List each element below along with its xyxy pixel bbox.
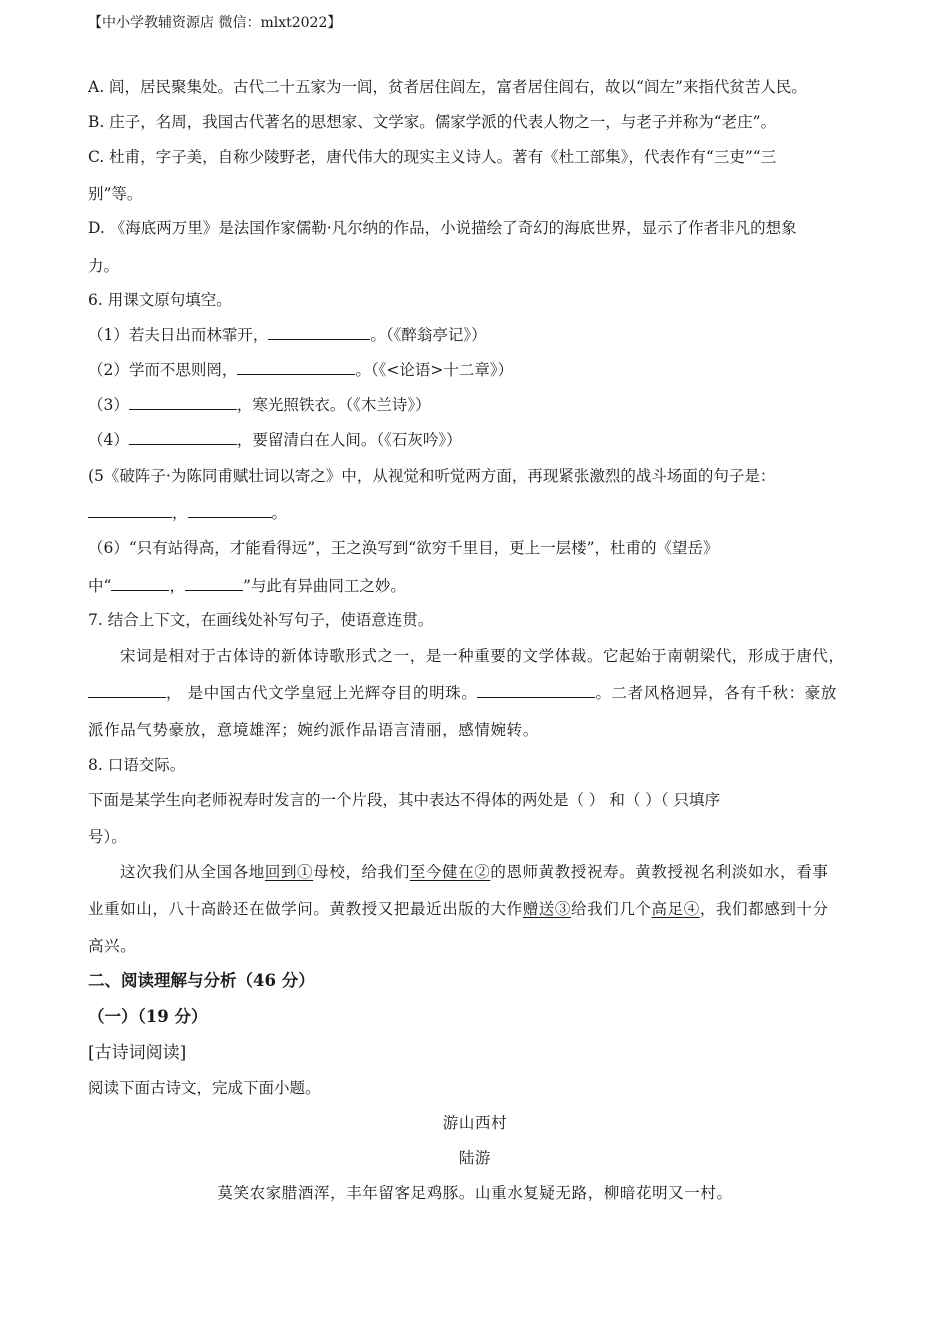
- q8-prompt-line1: 下面是某学生向老师祝寿时发言的一个片段，其中表达不得体的两处是（ ） 和（ ）（ 只填序: [88, 791, 720, 809]
- answer-blank[interactable]: [111, 576, 169, 591]
- answer-blank[interactable]: [88, 683, 166, 698]
- q6-item-3: （3） ，寒光照铁衣。（《木兰诗》）: [88, 396, 431, 414]
- subsection-heading: （一）（19 分）: [88, 1007, 208, 1026]
- answer-blank[interactable]: [185, 576, 243, 591]
- answer-blank[interactable]: [268, 325, 370, 340]
- option-a: A. 闾，居民聚集处。古代二十五家为一闾，贫者居住闾左，富者居住闾右，故以“闾左”来指代贫苦人民。: [88, 78, 807, 96]
- q6-title: 6. 用课文原句填空。: [88, 291, 232, 309]
- q7-passage-line3: 派作品气势豪放，意境雄浑；婉约派作品语言清丽，感情婉转。: [88, 721, 539, 739]
- q6-item-1: （1）若夫日出而林霏开， 。（《醉翁亭记》）: [88, 326, 487, 344]
- q6-item-2: （2）学而不思则罔， 。（《<论语>十二章》）: [88, 361, 514, 379]
- answer-blank[interactable]: [129, 430, 237, 445]
- poem-author: 陆游: [458, 1149, 492, 1167]
- answer-blank[interactable]: [129, 395, 237, 410]
- q6-item-6-line1: （6）“只有站得高，才能看得远”，王之涣写到“欲穷千里目，更上一层楼”，杜甫的《望岳》: [88, 539, 719, 557]
- q6-item-6-line2: 中“ ， ”与此有异曲同工之妙。: [88, 577, 406, 595]
- q8-speech-line2: 业重如山，八十高龄还在做学问。黄教授又把最近出版的大作赠送③给我们几个高足④，我们都感到十分: [88, 900, 829, 918]
- page-header: 【中小学教辅资源店 微信：mlxt2022】: [88, 15, 342, 31]
- answer-blank[interactable]: [188, 503, 272, 518]
- section-tag: [古诗词阅读]: [88, 1043, 187, 1063]
- instruction-text: 阅读下面古诗文，完成下面小题。: [88, 1079, 321, 1097]
- option-c-line2: 别”等。: [88, 185, 143, 203]
- q8-speech-line3: 高兴。: [88, 937, 137, 955]
- q6-item-5-line1: (5《破阵子·为陈同甫赋壮词以寄之》中，从视觉和听觉两方面，再现紧张激烈的战斗场面的句子是：: [88, 467, 776, 485]
- poem-line: 莫笑农家腊酒浑，丰年留客足鸡豚。山重水复疑无路，柳暗花明又一村。: [217, 1184, 733, 1202]
- q8-speech-line1: 这次我们从全国各地回到①母校，给我们至今健在②的恩师黄教授祝寿。黄教授视名利淡如水，看事: [120, 863, 829, 881]
- option-d-line2: 力。: [88, 257, 120, 275]
- option-b: B. 庄子，名周，我国古代著名的思想家、文学家。儒家学派的代表人物之一，与老子并称为“老庄”。: [88, 113, 777, 131]
- answer-blank[interactable]: [477, 683, 595, 698]
- option-d-line1: D. 《海底两万里》是法国作家儒勒·凡尔纳的作品，小说描绘了奇幻的海底世界，显示了作者非凡的想象: [88, 219, 797, 237]
- q7-passage-line1: 宋词是相对于古体诗的新体诗歌形式之一，是一种重要的文学体裁。它起始于南朝梁代，形成于唐代，: [120, 647, 845, 665]
- q6-item-5-line2: ， 。: [88, 503, 287, 523]
- q8-title: 8. 口语交际。: [88, 756, 186, 774]
- answer-blank[interactable]: [88, 503, 172, 518]
- answer-blank[interactable]: [237, 360, 355, 375]
- option-c-line1: C. 杜甫，字子美，自称少陵野老，唐代伟大的现实主义诗人。著有《杜工部集》，代表作有“三吏”“三: [88, 148, 777, 166]
- q7-title: 7. 结合上下文，在画线处补写句子，使语意连贯。: [88, 611, 434, 629]
- q8-prompt-line2: 号）。: [88, 828, 127, 846]
- poem-title: 游山西村: [442, 1114, 508, 1132]
- q7-passage-line2: ， 是中国古代文学皇冠上光辉夺目的明珠。 。二者风格迥异，各有千秋：豪放: [88, 683, 837, 703]
- q6-item-4: （4） ，要留清白在人间。（《石灰吟》）: [88, 431, 462, 449]
- section-heading: 二、阅读理解与分析（46 分）: [88, 971, 315, 990]
